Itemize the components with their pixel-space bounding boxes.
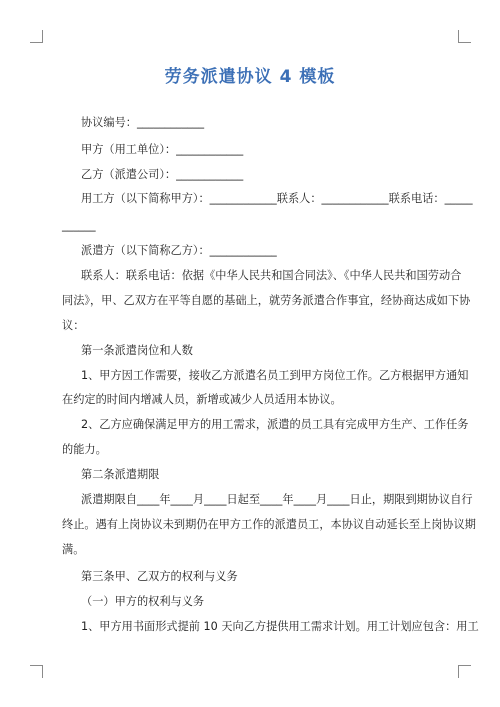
corner-mark-top-left [30,30,43,43]
party-a-field: 甲方（用工单位）：____________ [81,143,244,156]
article-2-heading: 第二条派遣期限 [81,468,160,481]
preamble-line-3: 议： [62,319,85,332]
document-title: 劳务派遣协议 4 模板 [164,67,336,87]
article-1-item-2-line-2: 的能力。 [62,443,107,456]
corner-mark-top-right [458,30,471,43]
preamble-line-1: 联系人：联系电话：依据《中华人民共和国合同法》、《中华人民共和国劳动合 [81,269,462,282]
agreement-number-field: 协议编号：____________ [81,116,205,129]
article-1-item-2-line-1: 2、乙方应确保满足甲方的用工需求，派遣的员工具有完成甲方生产、工作任务 [81,418,469,431]
article-1-heading: 第一条派遣岗位和人数 [81,344,193,357]
article-3-item-1-line-1: 1、甲方用书面形式提前 10 天向乙方提供用工需求计划。用工计划应包含：用工 [81,620,479,633]
corner-mark-bottom-right [458,665,471,678]
employer-contact-line: 用工方（以下简称甲方）：____________联系人：____________联系电话：_____ [81,192,473,205]
article-2-line-2: 终止。遇有上岗协议未到期仍在甲方工作的派遣员工，本协议自动延长至上岗协议期 [62,518,476,531]
article-3-section-1-heading: （一）甲方的权利与义务 [81,595,205,608]
article-2-line-3: 满。 [62,543,85,556]
preamble-line-2: 同法》，甲、乙双方在平等自愿的基础上，就劳务派遣合作事宜，经协商达成如下协 [62,294,471,307]
party-b-field: 乙方（派遣公司）：____________ [81,168,244,181]
article-1-item-1-line-1: 1、甲方因工作需要，接收乙方派遣名员工到甲方岗位工作。乙方根据甲方通知 [81,369,469,382]
dispatcher-field: 派遣方（以下简称乙方）：____________ [81,244,277,257]
article-1-item-1-line-2: 在约定的时间内增减人员，新增或减少人员适用本协议。 [62,393,342,406]
corner-mark-bottom-left [30,665,43,678]
article-2-line-1: 派遣期限自____年____月____日起至____年____月____日止，期限到期协议自行 [81,493,473,506]
employer-contact-line-cont: ______ [62,219,96,232]
article-3-heading: 第三条甲、乙双方的权利与义务 [81,570,238,583]
